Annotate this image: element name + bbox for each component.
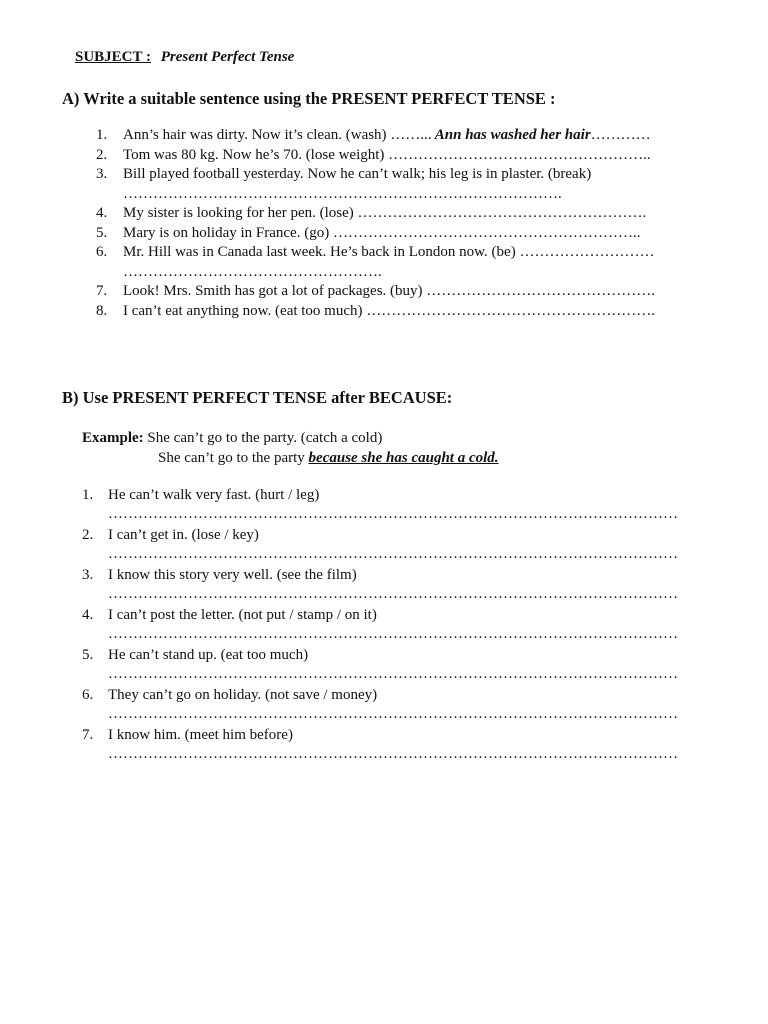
item-number: 7. xyxy=(82,727,94,743)
example-block xyxy=(82,429,499,468)
answer-line: …………………………………………………………………………………………………… xyxy=(108,746,678,762)
list-item xyxy=(96,165,655,185)
subject-line xyxy=(75,49,294,66)
list-item xyxy=(82,607,678,647)
item-number: 4. xyxy=(96,205,108,221)
answer-line: …………………………………………………………………………………………………… xyxy=(108,626,678,642)
item-number: 1. xyxy=(82,487,94,503)
item-number: 8. xyxy=(96,302,108,319)
item-text: Tom was 80 kg. Now he’s 70. (lose weight) …………………………………………….. xyxy=(123,146,651,163)
list-item xyxy=(96,243,655,263)
answer-line: …………………………………………………………………………………………………… xyxy=(108,706,678,722)
list-item xyxy=(82,727,678,767)
item-text: Bill played football yesterday. Now he can’t walk; his leg is in plaster. (break) xyxy=(123,166,592,182)
item-number: 3. xyxy=(82,567,94,583)
example-line-1 xyxy=(82,429,499,449)
item-number: 7. xyxy=(96,283,108,299)
item-text: My sister is looking for her pen. (lose) …………………………………………………. xyxy=(123,205,647,221)
example-question: She can’t go to the party. (catch a cold) xyxy=(143,430,383,446)
list-item xyxy=(82,687,678,727)
item-number: 5. xyxy=(82,647,94,663)
section-b-heading: B) Use PRESENT PERFECT TENSE after BECAUSE: xyxy=(62,388,453,407)
answer-line: ……………………………………………. xyxy=(123,263,382,280)
item-number: 4. xyxy=(82,607,94,623)
list-item xyxy=(82,647,678,687)
item-text: I can’t get in. (lose / key) xyxy=(108,527,259,543)
item-number: 1. xyxy=(96,127,108,143)
item-number: 3. xyxy=(96,166,108,182)
subject-value: Present Perfect Tense xyxy=(160,49,295,65)
list-item xyxy=(96,146,655,166)
section-a-heading: A) Write a suitable sentence using the PRESENT PERFECT TENSE : xyxy=(62,89,556,108)
example-answer: because she has caught a cold. xyxy=(308,449,499,466)
item-number: 2. xyxy=(82,527,94,543)
item-text: Mr. Hill was in Canada last week. He’s back in London now. (be) ……………………… xyxy=(123,244,655,260)
answer-line: …………………………………………………………………………………………………… xyxy=(108,586,678,602)
list-item xyxy=(82,567,678,607)
item-number: 5. xyxy=(96,224,108,241)
item-text: They can’t go on holiday. (not save / money) xyxy=(108,687,378,703)
item-number: 2. xyxy=(96,146,108,163)
example-label: Example: xyxy=(82,430,144,446)
item-text: He can’t walk very fast. (hurt / leg) xyxy=(108,487,320,503)
list-item xyxy=(82,487,678,527)
list-item xyxy=(96,204,655,224)
item-trailing-dots: ………… xyxy=(590,127,651,143)
list-item xyxy=(96,302,655,322)
item-text: Ann’s hair was dirty. Now it’s clean. (wash) ……... xyxy=(123,127,432,143)
item-text: I can’t eat anything now. (eat too much) …………………………………………………. xyxy=(123,302,656,319)
item-text: I can’t post the letter. (not put / stamp / on it) xyxy=(108,607,377,623)
answer-text: Ann has washed her hair xyxy=(431,127,591,143)
list-item xyxy=(82,527,678,567)
answer-line: ……………………………………………………………………………. xyxy=(123,185,562,202)
list-item xyxy=(96,126,655,146)
answer-line: …………………………………………………………………………………………………… xyxy=(108,506,678,522)
subject-label: SUBJECT : xyxy=(75,49,151,65)
answer-line: …………………………………………………………………………………………………… xyxy=(108,666,678,682)
item-text: I know this story very well. (see the film) xyxy=(108,567,357,583)
example-prefix: She can’t go to the party xyxy=(158,449,309,466)
item-text: I know him. (meet him before) xyxy=(108,727,293,743)
list-item xyxy=(96,224,655,244)
item-number: 6. xyxy=(96,244,108,260)
item-text: Look! Mrs. Smith has got a lot of packages. (buy) ………………………………………. xyxy=(123,283,656,299)
example-line-2 xyxy=(82,449,499,469)
list-item xyxy=(96,282,655,302)
section-a-list xyxy=(96,126,655,321)
item-number: 6. xyxy=(82,687,94,703)
section-b-list xyxy=(82,487,678,767)
item-text: Mary is on holiday in France. (go) …………………………………………………….. xyxy=(123,224,641,241)
answer-line: …………………………………………………………………………………………………… xyxy=(108,546,678,562)
item-text: He can’t stand up. (eat too much) xyxy=(108,647,309,663)
